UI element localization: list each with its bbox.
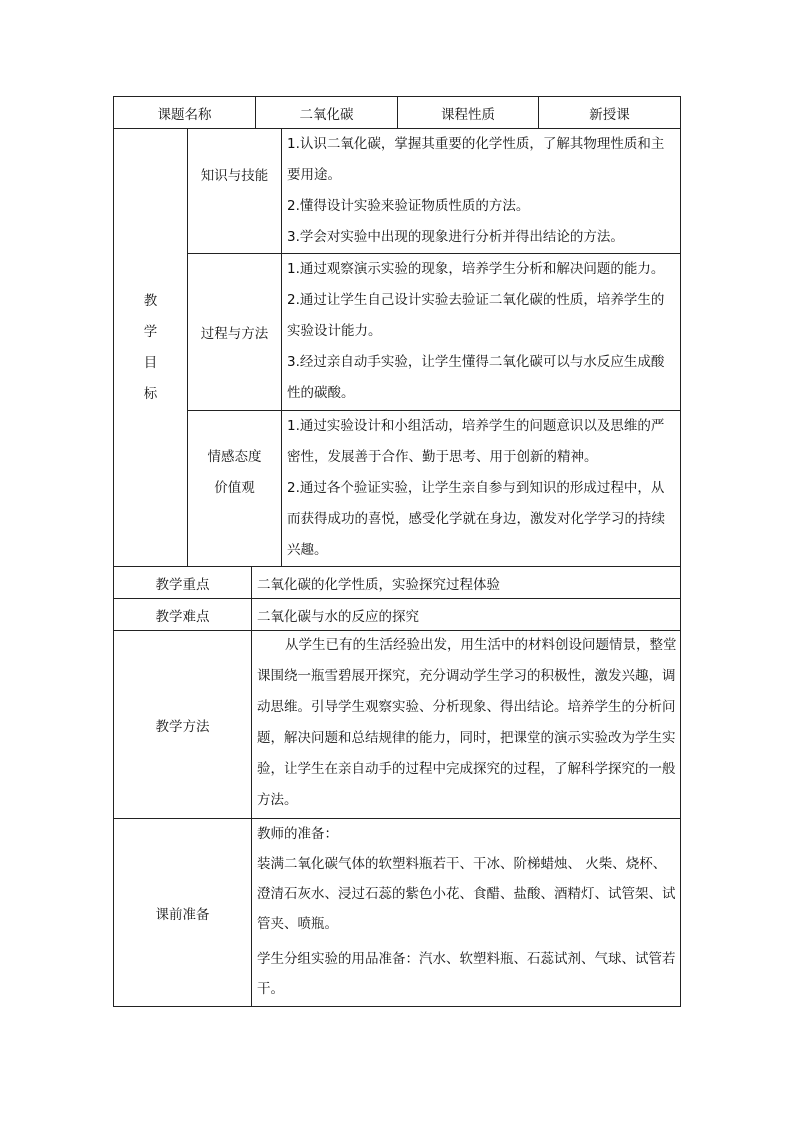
grid-line xyxy=(251,566,252,1007)
process-item-2: 2.通过让学生自己设计实验去验证二氧化碳的性质，培养学生的实验设计能力。 xyxy=(287,292,665,339)
methods-value: 从学生已有的生活经验出发，用生活中的材料创设问题情景，整堂课围绕一瓶雪碧展开探究，充分调动学生学习的积极性，激发兴趣，调动思维。引导学生观察实验、分析现象、得出结论。培养学生的分析问题，解决问题和总结规律的能力，同时，把课堂的演示实验改为学生实验，让学生在亲自动手的过程中完成探究的过程，了解科学探究的一般方法。 xyxy=(257,637,677,808)
teacher-preparation-title: 教师的准备： xyxy=(257,826,338,842)
knowledge-label: 知识与技能 xyxy=(200,167,269,184)
objectives-char: 学 xyxy=(143,323,158,340)
objectives-char: 标 xyxy=(143,385,158,402)
process-item-3: 3.经过亲自动手实验，让学生懂得二氧化碳可以与水反应生成酸性的碳酸。 xyxy=(287,354,665,401)
emotion-label xyxy=(188,411,281,566)
course-name-label: 课题名称 xyxy=(157,106,212,123)
process-label: 过程与方法 xyxy=(200,326,269,342)
grid-line xyxy=(281,128,282,567)
preparation-label: 课前准备 xyxy=(155,906,210,923)
objectives-char: 教 xyxy=(143,292,158,309)
teacher-preparation-items: 装满二氧化碳气体的软塑料瓶若干、干冰、阶梯蜡烛、 火柴、烧杯、澄清石灰水、浸过石蕊的紫色小花、食醋、盐酸、酒精灯、试管架、试管夹、喷瓶。 xyxy=(257,856,676,932)
knowledge-item-1: 1.认识二氧化碳，掌握其重要的化学性质，了解其物理性质和主要用途。 xyxy=(287,136,665,183)
knowledge-item-3: 3.学会对实验中出现的现象进行分析并得出结论的方法。 xyxy=(287,229,624,245)
grid-line xyxy=(113,1006,681,1007)
student-preparation-items: 学生分组实验的用品准备：汽水、软塑料瓶、石蕊试剂、气球、试管若干。 xyxy=(257,951,676,997)
grid-line xyxy=(680,96,681,1007)
process-item-1: 1.通过观察演示实验的现象，培养学生分析和解决问题的能力。 xyxy=(287,261,665,277)
course-type-label: 课程性质 xyxy=(441,106,495,123)
difficulties-label: 教学难点 xyxy=(155,608,210,625)
objectives-char: 目 xyxy=(143,354,158,371)
emotion-label-line1: 情感态度 xyxy=(207,448,262,465)
course-name-value: 二氧化碳 xyxy=(299,106,354,123)
key-points-label: 教学重点 xyxy=(155,576,210,593)
course-type-value: 新授课 xyxy=(589,106,630,123)
emotion-label-line2: 价值观 xyxy=(214,479,255,496)
emotion-item-1: 1.通过实验设计和小组活动，培养学生的问题意识以及思维的严密性，发展善于合作、勤于思考、用于创新的精神。 xyxy=(287,418,665,465)
difficulties-value: 二氧化碳与水的反应的探究 xyxy=(257,608,419,625)
methods-label: 教学方法 xyxy=(155,718,210,735)
knowledge-item-2: 2.懂得设计实验来验证物质性质的方法。 xyxy=(287,198,530,214)
key-points-value: 二氧化碳的化学性质，实验探究过程体验 xyxy=(257,576,500,593)
emotion-item-2: 2.通过各个验证实验，让学生亲自参与到知识的形成过程中，从而获得成功的喜悦，感受化学就在身边，激发对化学学习的持续兴趣。 xyxy=(287,480,665,558)
objectives-group-label xyxy=(114,129,187,566)
